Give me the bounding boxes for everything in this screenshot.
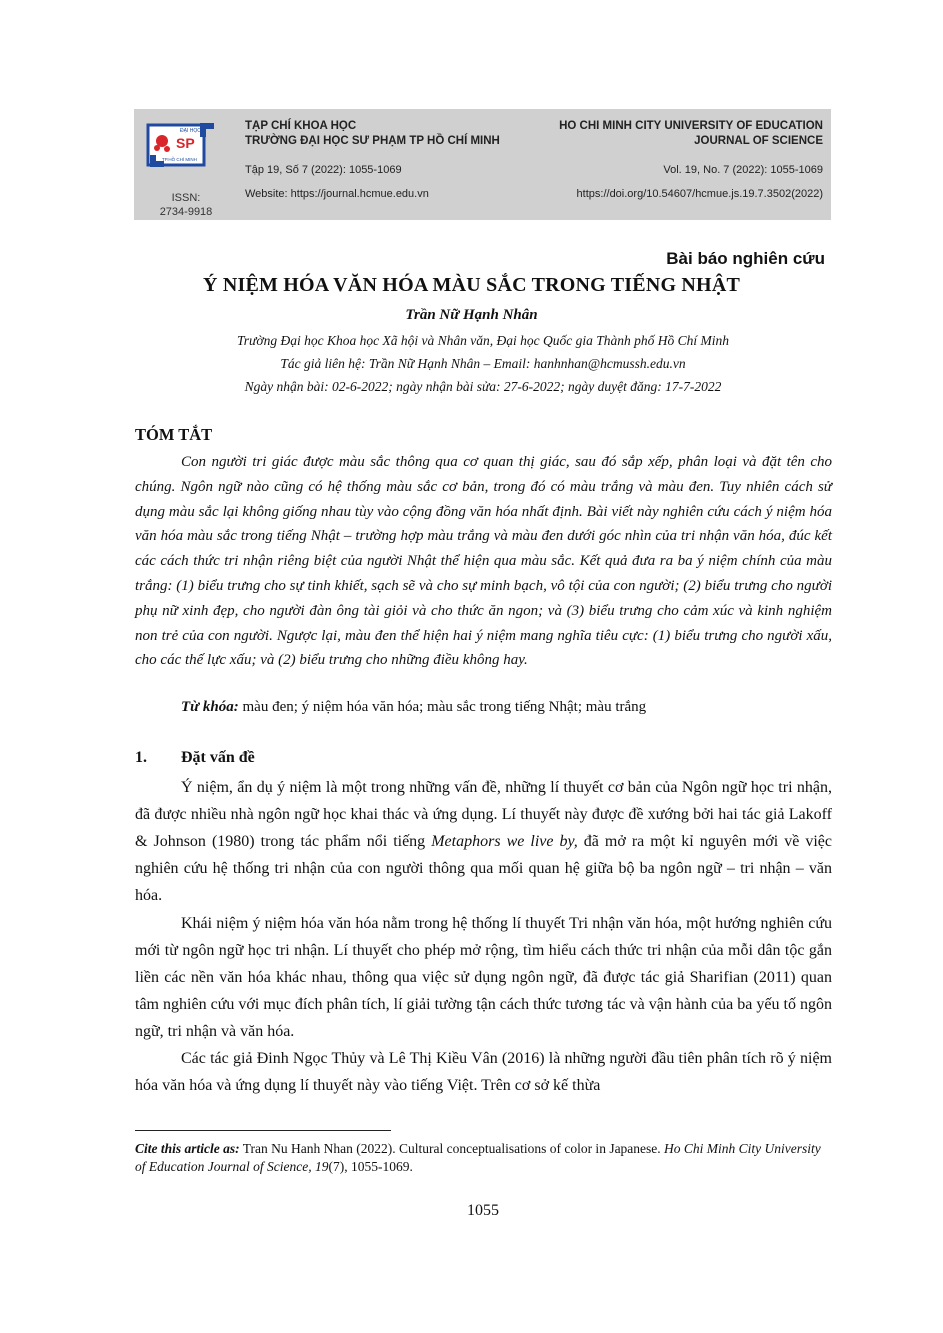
journal-header [134, 109, 831, 220]
header-left [245, 119, 500, 201]
submission-dates: Ngày nhận bài: 02-6-2022; ngày nhận bài sửa: 27-6-2022; ngày duyệt đăng: 17-7-2022 [244, 379, 722, 394]
article-type: Bài báo nghiên cứu [666, 249, 825, 268]
logo-text-bottom: TP.HỒ CHÍ MINH [162, 157, 197, 162]
section-heading [135, 749, 255, 767]
journal-title-en-1: HO CHI MINH CITY UNIVERSITY OF EDUCATION [559, 120, 823, 132]
correspondence: Tác giả liên hệ: Trần Nữ Hạnh Nhân – Email: hanhnhan@hcmussh.edu.vn [280, 356, 686, 371]
keywords [181, 699, 646, 716]
citation-text-b: (7), 1055-1069. [328, 1158, 413, 1174]
citation [135, 1140, 832, 1175]
author-affiliation: Trường Đại học Khoa học Xã hội và Nhân văn, Đại học Quốc gia Thành phố Hồ Chí Minh [237, 333, 729, 348]
paragraph-1-text-b: đã mở ra một kỉ nguyên mới về việc nghiên cứu hệ thống tri nhận của con người thông qua mối quan hệ giữa bộ ba ngôn ngữ – tri nhận – văn hóa. [135, 833, 832, 904]
issn-value: 2734-9918 [159, 206, 213, 218]
issn-label: ISSN: [171, 192, 201, 204]
paragraph-1-text-a: Ý niệm, ẩn dụ ý niệm là một trong những vấn đề, những lí thuyết cơ bản của Ngôn ngữ học tri nhận, đã được nhiều nhà ngôn ngữ học khai thác và ứng dụng. Lí thuyết này được đề xướng bởi hai tác giả Lakoff & Johnson (1980) trong tác phẩm nổi tiếng [135, 779, 832, 850]
journal-title-en-2: JOURNAL OF SCIENCE [694, 135, 823, 147]
doi-link[interactable]: https://doi.org/10.54607/hcmue.js.19.7.3502(2022) [576, 188, 823, 200]
logo-text-top: ĐẠI HỌC [180, 128, 201, 134]
abstract-text: Con người tri giác được màu sắc thông qua cơ quan thị giác, sau đó sắp xếp, phân loại và đặt tên cho chúng. Ngôn ngữ nào cũng có hệ thống màu sắc cơ bản, trong đó có màu trắng và màu đen. Tuy nhiên cách sử dụng màu sắc lại không giống nhau tùy vào cộng đồng văn hóa nhất định. Bài viết này nghiên cứu cách ý niệm hóa văn hóa màu sắc trong tiếng Nhật – trường hợp màu trắng và màu đen dưới góc nhìn của tri nhận văn hóa, đúc kết các cách thức tri nhận riêng biệt của người Nhật thể hiện qua màu sắc. Kết quả đưa ra ba ý niệm chính của màu trắng: (1) biểu trưng cho sự tinh khiết, sạch sẽ và cho sự minh bạch, vô tội của con người; (2) biểu trưng cho người phụ nữ xinh đẹp, cho người đàn ông tài giỏi và cho thức ăn ngon; và (3) biểu trưng cho cảm xúc và kinh nghiệm non trẻ của con người. Ngược lại, màu đen thể hiện hai ý niệm mang nghĩa tiêu cực: (1) biểu trưng cho người xấu, cho các thế lực xấu; và (2) biểu trưng cho những điều không hay. [135, 454, 832, 669]
journal-website[interactable]: Website: https://journal.hcmue.edu.vn [245, 188, 429, 200]
keywords-list: màu đen; ý niệm hóa văn hóa; màu sắc trong tiếng Nhật; màu trắng [238, 699, 647, 715]
volume-en: Vol. 19, No. 7 (2022): 1055-1069 [663, 164, 823, 176]
volume-vn: Tập 19, Số 7 (2022): 1055-1069 [245, 164, 402, 176]
issn-block [134, 191, 238, 219]
author-name: Trần Nữ Hạnh Nhân [405, 307, 538, 323]
article-title: Ý NIỆM HÓA VĂN HÓA MÀU SẮC TRONG TIẾNG NHẬT [203, 274, 740, 296]
keywords-label: Từ khóa: [181, 699, 239, 715]
page-number: 1055 [467, 1202, 499, 1219]
header-right [559, 119, 823, 201]
footnote-rule [135, 1130, 391, 1131]
abstract-heading: TÓM TẮT [135, 425, 213, 444]
body-paragraph-3: Các tác giả Đinh Ngọc Thủy và Lê Thị Kiều Vân (2016) là những người đầu tiên phân tích rõ ý niệm hóa văn hóa và ứng dụng lí thuyết này vào tiếng Việt. Trên cơ sở kế thừa [135, 1050, 832, 1094]
citation-journal: Ho Chi Minh City University of Education Journal of Science, 19 [135, 1141, 821, 1174]
body-paragraph-2: Khái niệm ý niệm hóa văn hóa nằm trong hệ thống lí thuyết Tri nhận văn hóa, một hướng nghiên cứu mới từ ngôn ngữ học tri nhận. Lí thuyết cho phép mở rộng, tìm hiểu cách thức tri nhận của mỗi dân tộc gắn liền các nền văn hóa khác nhau, thông qua việc sử dụng ngôn ngữ, đã được tác giả Sharifian (2011) quan tâm nghiên cứu với mục đích phân tích, lí giải tường tận cách thức tương tác và vận hành của ba yếu tố ngôn ngữ, tri nhận và văn hóa. [135, 915, 832, 1040]
citation-label: Cite this article as: [135, 1141, 240, 1156]
citation-text-a: Tran Nu Hanh Nhan (2022). Cultural conceptualisations of color in Japanese. [239, 1141, 665, 1156]
section-number: 1. [135, 749, 147, 766]
journal-title-vn-2: TRƯỜNG ĐẠI HỌC SƯ PHẠM TP HỒ CHÍ MINH [245, 135, 500, 147]
university-logo [146, 121, 216, 169]
journal-title-vn-1: TẠP CHÍ KHOA HỌC [245, 120, 357, 132]
section-title: Đặt vấn đề [181, 749, 255, 766]
book-title: Metaphors we live by, [431, 833, 578, 850]
logo-text-main: SP [176, 135, 195, 151]
body-paragraph-1 [135, 774, 832, 909]
